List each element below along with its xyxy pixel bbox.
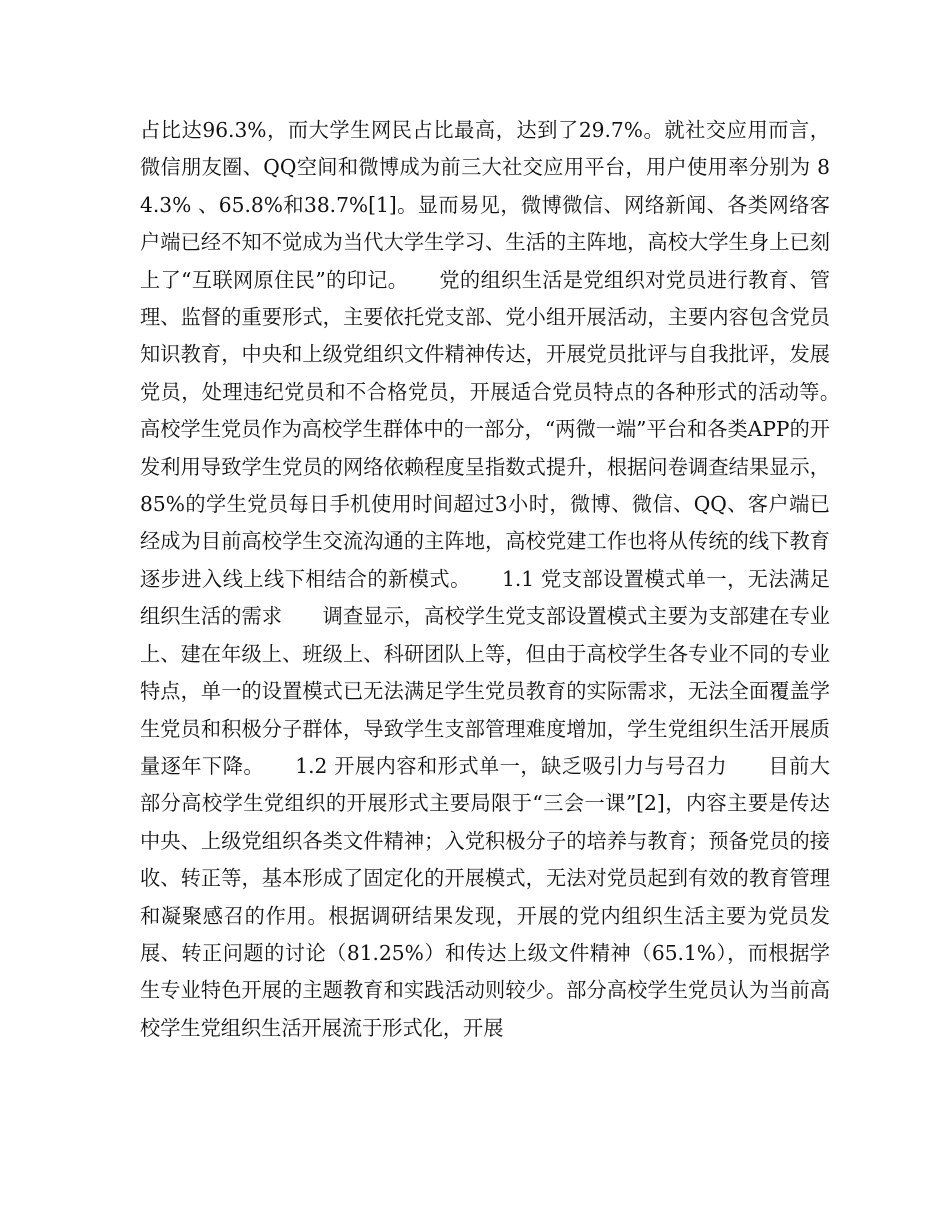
body-paragraph: 占比达96.3%，而大学生网民占比最高，达到了29.7%。就社交应用而言，微信朋友圈、QQ空间和微博成为前三大社交应用平台，用户使用率分别为 84.3% 、65.8%和38.7%[1]。显而易见，微博微信、网络新闻、各类网络客户端已经不知不觉成为当代大学生学习、生活的主阵地，高校大学生身上已刻上了“互联网原住民”的印记。 党的组织生活是党组织对党员进行教育、管理、监督的重要形式，主要依托党支部、党小组开展活动，主要内容包含党员知识教育，中央和上级党组织文件精神传达，开展党员批评与自我批评，发展党员，处理违纪党员和不合格党员，开展适合党员特点的各种形式的活动等。 高校学生党员作为高校学生群体中的一部分，“两微一端”平台和各类APP的开发利用导致学生党员的网络依赖程度呈指数式提升，根据问卷调查结果显示，85%的学生党员每日手机使用时间超过3小时，微博、微信、QQ、客户端已经成为目前高校学生交流沟通的主阵地，高校党建工作也将从传统的线下教育逐步进入线上线下相结合的新模式。 1.1 党支部设置模式单一，无法满足组织生活的需求 调查显示，高校学生党支部设置模式主要为支部建在专业上、建在年级上、班级上、科研团队上等，但由于高校学生各专业不同的专业特点，单一的设置模式已无法满足学生党员教育的实际需求，无法全面覆盖学生党员和积极分子群体，导致学生支部管理难度增加，学生党组织生活开展质量逐年下降。 1.2 开展内容和形式单一，缺乏吸引力与号召力 目前大部分高校学生党组织的开展形式主要局限于“三会一课”[2]，内容主要是传达中央、上级党组织各类文件精神；入党积极分子的培养与教育；预备党员的接收、转正等，基本形成了固定化的开展模式，无法对党员起到有效的教育管理和凝聚感召的作用。根据调研结果发现，开展的党内组织生活主要为党员发展、转正问题的讨论（81.25%）和传达上级文件精神（65.1%），而根据学生专业特色开展的主题教育和实践活动则较少。部分高校学生党员认为当前高校学生党组织生活开展流于形式化，开展	[140, 118, 871, 1040]
